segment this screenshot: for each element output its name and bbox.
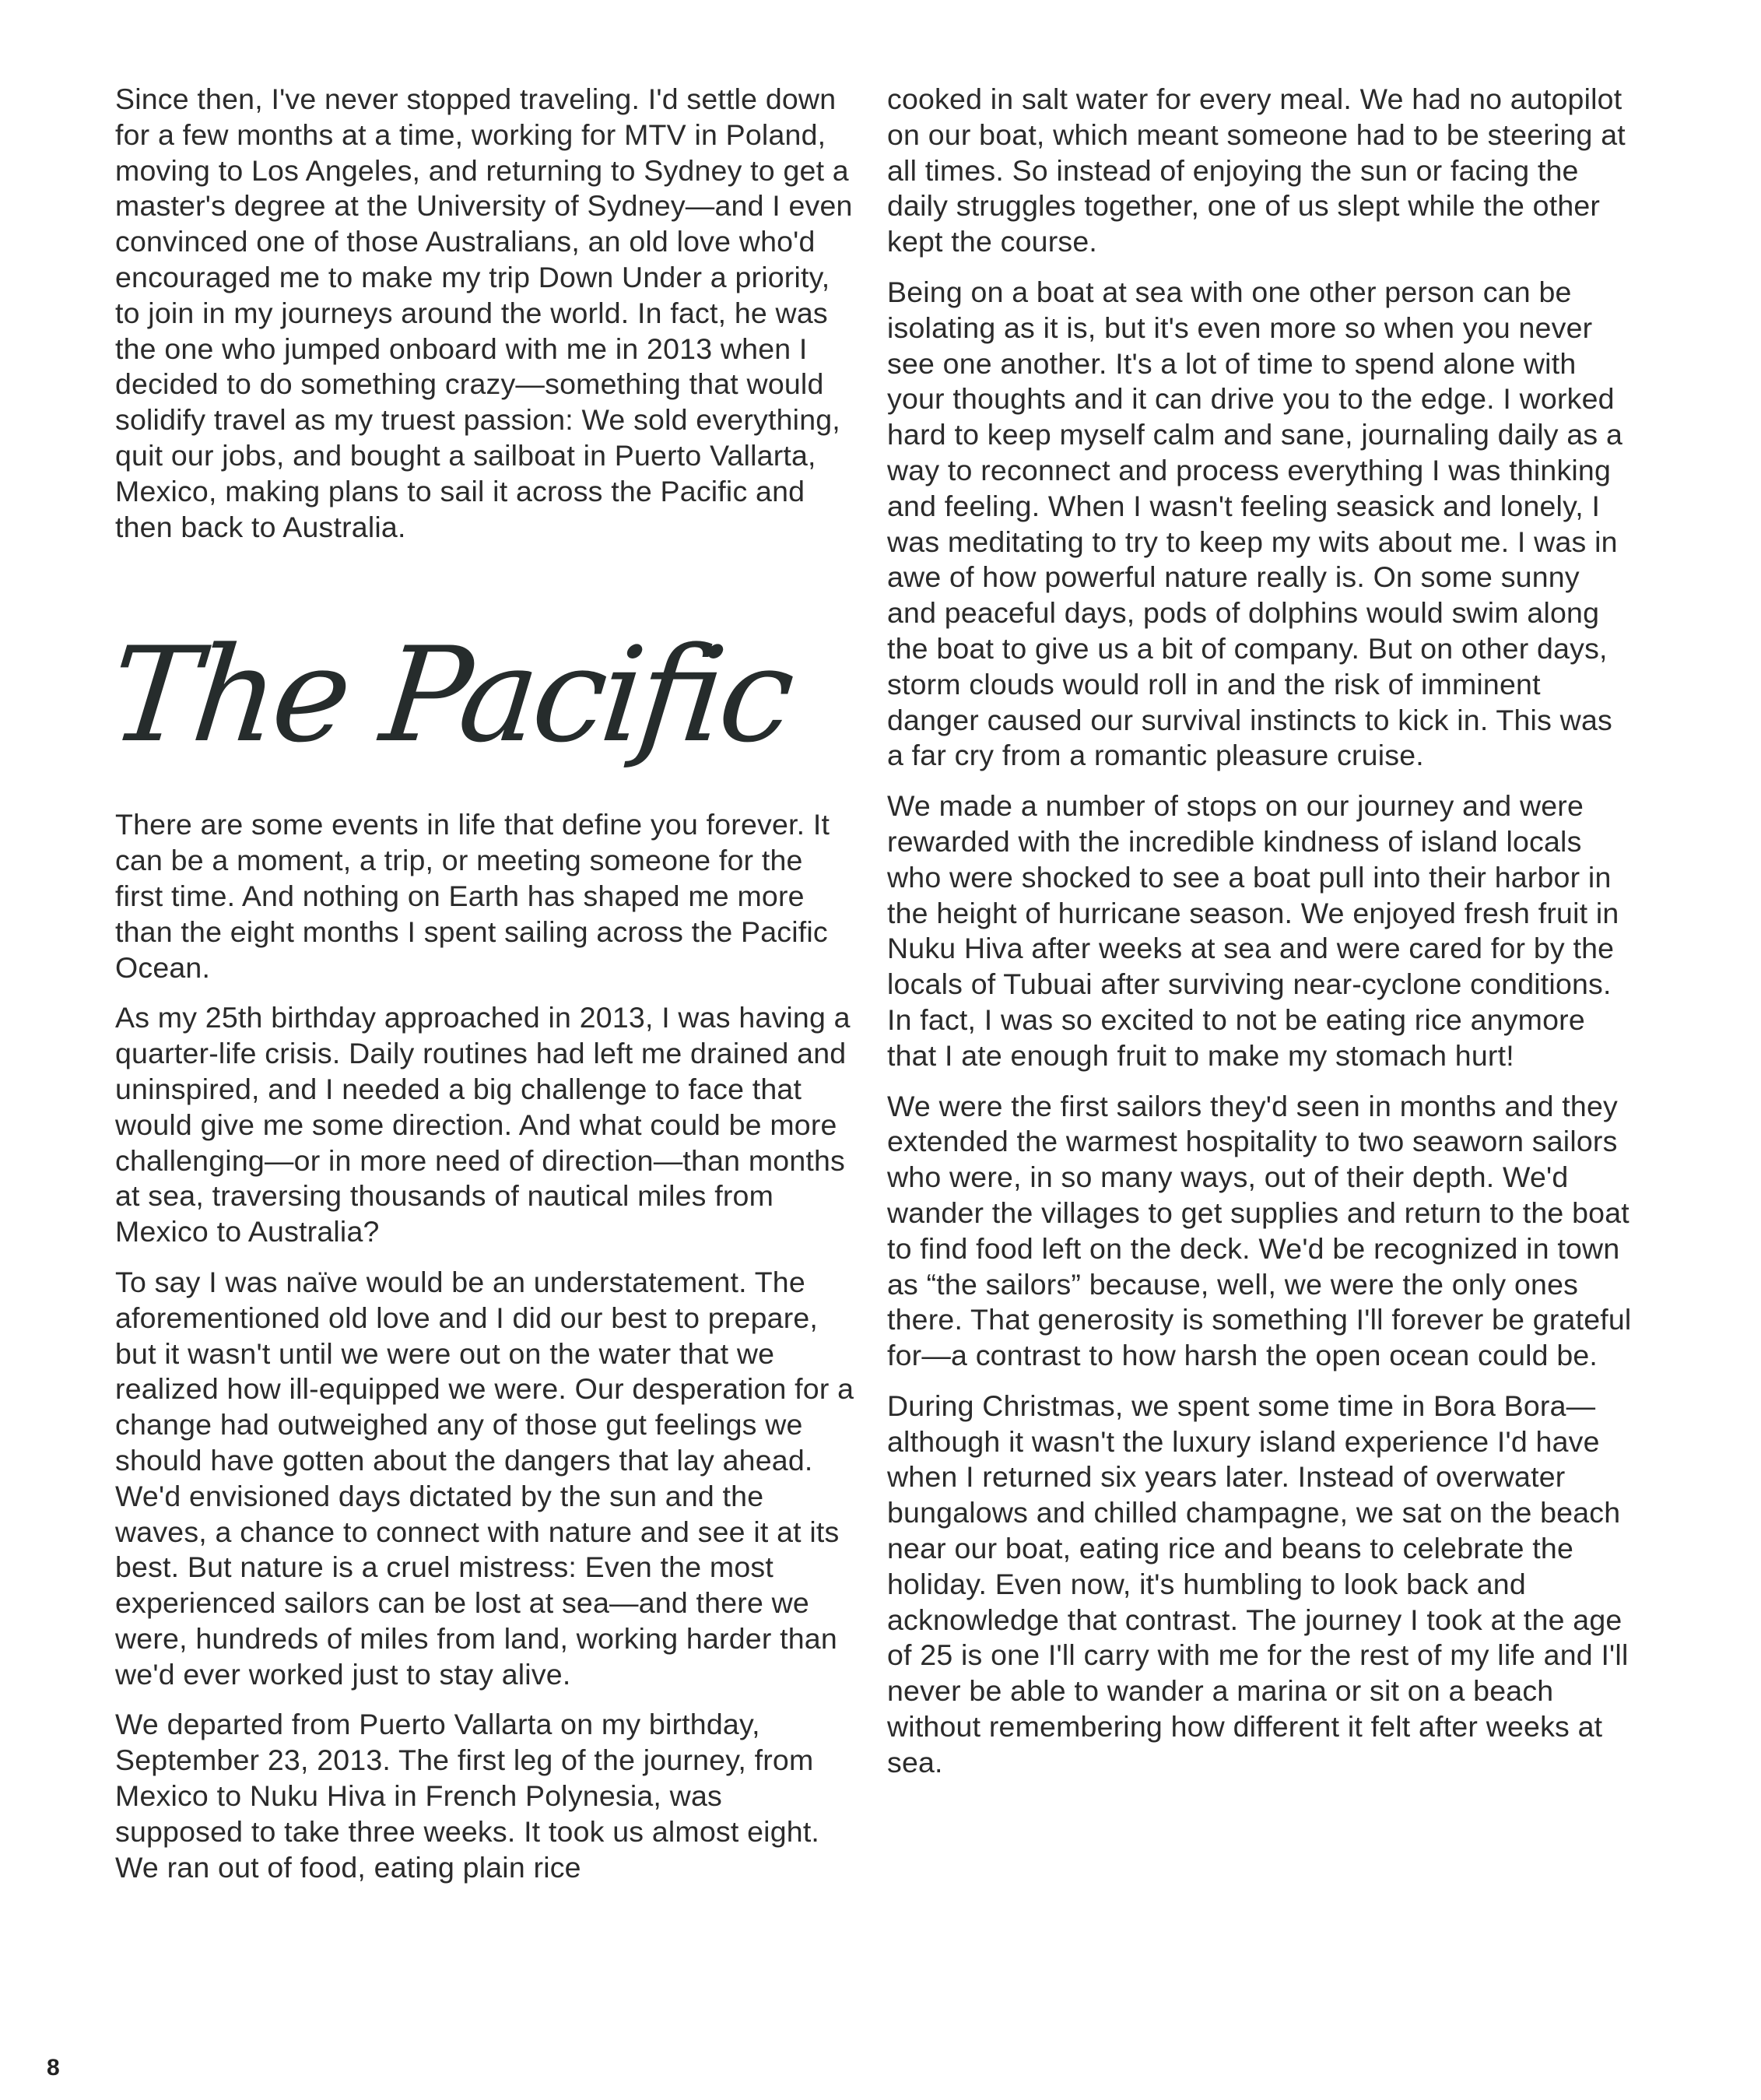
left-column — [103, 82, 854, 1900]
body-paragraph: Being on a boat at sea with one other person can be isolating as it is, but it's even more so when you never see one another. It's a lot of time to spend alone with your thoughts and it can drive you to the edge. I worked hard to keep myself calm and sane, journaling daily as a way to reconnect and process everything I was thinking and feeling. When I wasn't feeling seasick and lonely, I was meditating to try to keep my wits about me. I was in awe of how powerful nature really is. On some sunny and peaceful days, pods of dolphins would swim along the boat to give us a bit of company. But on other days, storm clouds would roll in and the risk of imminent danger caused our survival instincts to kick in. This was a far cry from a romantic pleasure cruise. — [887, 275, 1623, 772]
section-heading — [103, 613, 854, 807]
body-paragraph: We made a number of stops on our journey and were rewarded with the incredible kindness of island locals who were shocked to see a boat pull into their harbor in the height of hurricane season. We enjoyed fresh fruit in Nuku Hiva after weeks at sea and were cared for by the locals of Tubuai after surviving near-cyclone conditions. In fact, I was so excited to not be eating rice anymore that I ate enough fruit to make my stomach hurt! — [887, 789, 1619, 1072]
body-paragraph: We departed from Puerto Vallarta on my birthday, September 23, 2013. The first leg of the journey, from Mexico to Nuku Hiva in French Polynesia, was supposed to take three weeks. It took us almost eight. We ran out of food, eating plain rice — [115, 1708, 820, 1884]
body-paragraph: We were the first sailors they'd seen in months and they extended the warmest hospitality to two seaworn sailors who were, in so many ways, out of their depth. We'd wander the villages to get supplies and return to the boat to find food left on the deck. We'd be recognized in town as “the sailors” because, well, we were the only ones there. That generosity is something I'll forever be grateful for—a contrast to how harsh the open ocean could be. — [887, 1089, 1632, 1372]
intro-paragraph: Since then, I've never stopped traveling. I'd settle down for a few months at a time, working for MTV in Poland, moving to Los Angeles, and returning to Sydney to get a master's degree at the University of Sydney—and I even convinced one of those Australians, an old love who'd encouraged me to make my trip Down Under a priority, to join in my journeys around the world. In fact, he was the one who jumped onboard with me in 2013 when I decided to do something crazy—something that would solidify travel as my truest passion: We sold everything, quit our jobs, and bought a sailboat in Puerto Vallarta, Mexico, making plans to sail it across the Pacific and then back to Australia. — [115, 83, 853, 543]
body-paragraph: As my 25th birthday approached in 2013, I was having a quarter-life crisis. Daily routines had left me drained and uninspired, and I needed a big challenge to face that would give me some direction. And what could be more challenging—or in more need of direction—than months at sea, traversing thousands of nautical miles from Mexico to Australia? — [115, 1001, 851, 1248]
page-number: 8 — [47, 2055, 60, 2081]
body-paragraph: To say I was naïve would be an understatement. The aforementioned old love and I did our best to prepare, but it wasn't until we were out on the water that we realized how ill-equipped we were. Our desperation for a change had outweighed any of those gut feelings we should have gotten about the dangers that lay ahead. We'd envisioned days dictated by the sun and the waves, a chance to connect with nature and see it at its best. But nature is a cruel mistress: Even the most experienced sailors can be lost at sea—and there we were, hundreds of miles from land, working harder than we'd ever worked just to stay alive. — [115, 1265, 854, 1691]
body-paragraph: cooked in salt water for every meal. We had no autopilot on our boat, which meant someone had to be steering at all times. So instead of enjoying the sun or facing the daily struggles together, one of us slept while the other kept the course. — [887, 83, 1626, 258]
section-heading-text: The Pacific — [103, 619, 797, 772]
right-column — [887, 82, 1634, 1796]
body-paragraph: There are some events in life that define you forever. It can be a moment, a trip, or meeting someone for the first time. And nothing on Earth has shaped me more than the eight months I spent sailing across the Pacific Ocean. — [115, 808, 830, 984]
body-paragraph: During Christmas, we spent some time in Bora Bora—although it wasn't the luxury island experience I'd have when I returned six years later. Instead of overwater bungalows and chilled champagne, we sat on the beach near our boat, eating rice and beans to celebrate the holiday. Even now, it's humbling to look back and acknowledge that contrast. The journey I took at the age of 25 is one I'll carry with me for the rest of my life and I'll never be able to wander a marina or sit on a beach without remembering how different it felt after weeks at sea. — [887, 1389, 1629, 1779]
